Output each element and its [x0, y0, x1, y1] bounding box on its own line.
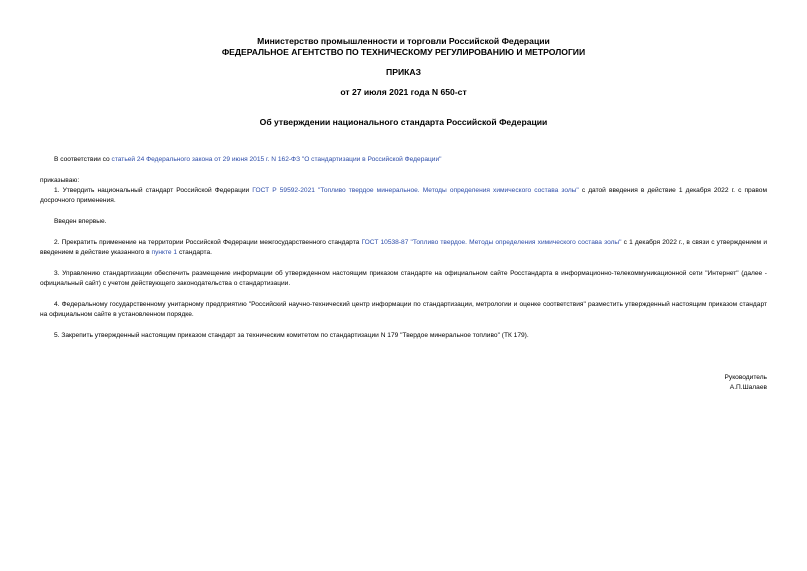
- gost-10538-link[interactable]: ГОСТ 10538-87 "Топливо твердое. Методы определения химического состава золы": [361, 239, 622, 246]
- clause-1-link[interactable]: пункте 1: [151, 248, 178, 256]
- paragraph-1: [40, 186, 767, 205]
- paragraph-2: [40, 238, 767, 257]
- gost-59592-link[interactable]: ГОСТ Р 59592-2021 "Топливо твердое минеральное. Методы определения химического состава золы": [252, 187, 579, 194]
- p1-prefix: 1. Утвердить национальный стандарт Российской Федерации: [54, 187, 253, 194]
- federal-law-link[interactable]: статьей 24 Федерального закона от 29 июня 2015 г. N 162-ФЗ "О стандартизации в Российской Федерации": [111, 156, 442, 163]
- order-word: приказываю:: [40, 177, 80, 184]
- document-type: ПРИКАЗ: [386, 67, 421, 77]
- ministry-name: Министерство промышленности и торговли Российской Федерации: [257, 36, 550, 46]
- paragraph-4: 4. Федеральному государственному унитарному предприятию "Российский научно-технический центр информации по стандартизации, метрологии и оценке соответствия" разместить утвержденный настоящим приказом стандарт на официальном сайте в установленном порядке.: [40, 301, 767, 318]
- p2-prefix: 2. Прекратить применение на территории Российской Федерации межгосударственного стандарта: [54, 239, 362, 246]
- p1-suffix: с датой введения в действие 1 декабря 2022 г. с правом досрочного применения.: [40, 187, 767, 204]
- paragraph-5: 5. Закрепить утвержденный настоящим приказом стандарт за техническим комитетом по стандартизации N 179 "Твердое минеральное топливо" (ТК 179).: [54, 332, 529, 339]
- p2-middle: с 1 декабря 2022 г., в связи с утверждением и введением в действие указанного в: [40, 239, 768, 256]
- document-date-number: от 27 июля 2021 года N 650-ст: [340, 87, 467, 97]
- signatory-role: Руководитель: [724, 374, 767, 381]
- preamble-paragraph: [40, 155, 767, 165]
- document-title: Об утверждении национального стандарта Российской Федерации: [259, 117, 548, 127]
- signatory-name: А.П.Шалаев: [729, 384, 767, 391]
- paragraph-3: 3. Управлению стандартизации обеспечить размещение информации об утвержденном настоящим приказом стандарте на официальном сайте Росстандарта в информационно-телекоммуникационной сети "Интернет" (далее - официальный сайт) с учетом действующего законодательства о стандартизации.: [40, 270, 767, 287]
- preamble-prefix: В соответствии со: [54, 156, 112, 163]
- p2-suffix: стандарта.: [177, 248, 212, 256]
- introduced-first-note: Введен впервые.: [54, 218, 107, 225]
- agency-name: ФЕДЕРАЛЬНОЕ АГЕНТСТВО ПО ТЕХНИЧЕСКОМУ РЕГУЛИРОВАНИЮ И МЕТРОЛОГИИ: [221, 47, 586, 57]
